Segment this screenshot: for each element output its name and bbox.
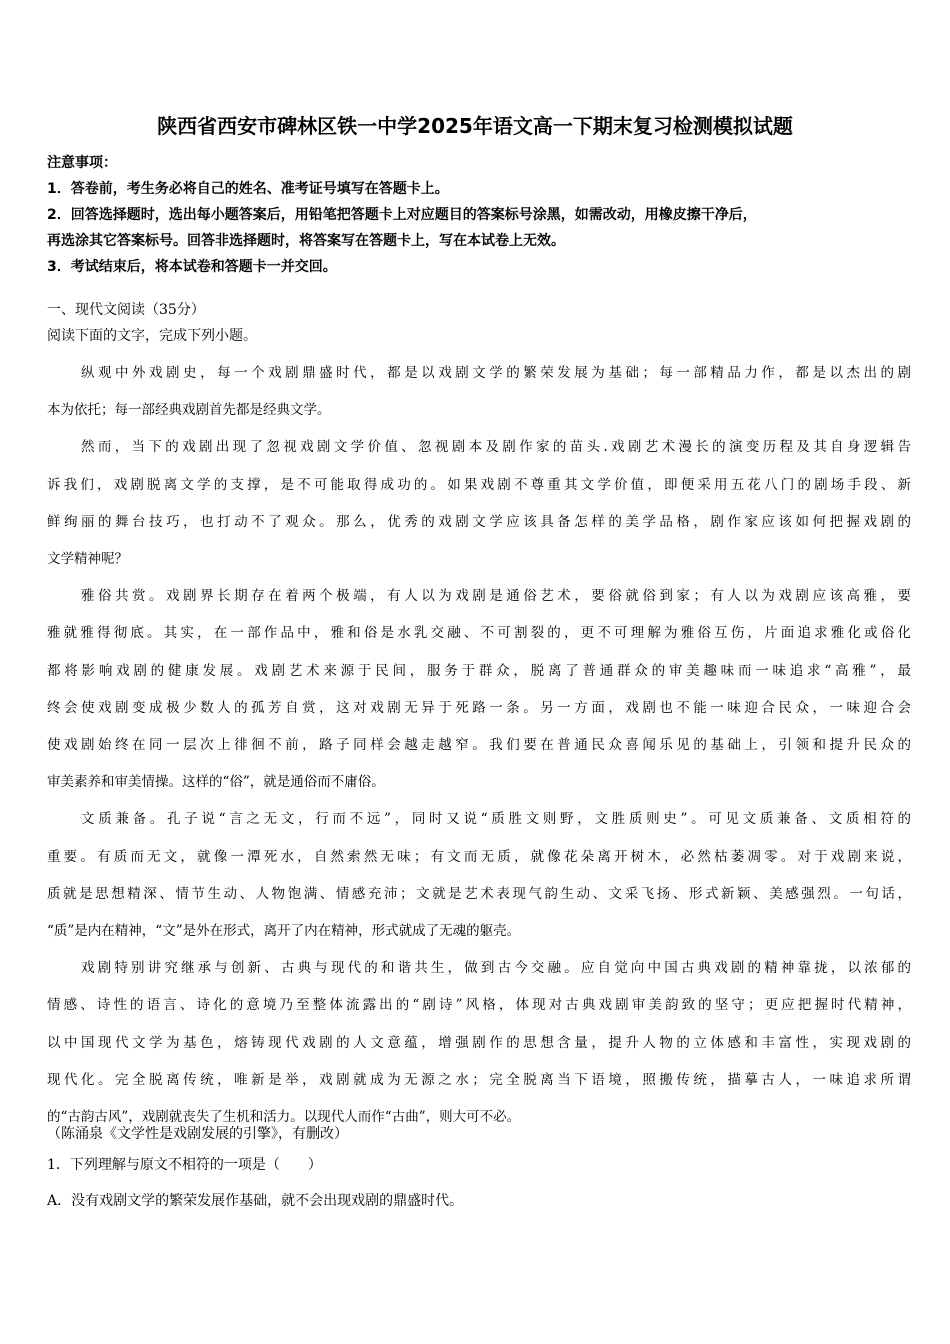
section-heading: 一、现代文阅读（35分） xyxy=(47,302,205,318)
notice-line: 1．答卷前，考生务必将自己的姓名、准考证号填写在答题卡上。 xyxy=(47,181,449,197)
article-paragraph xyxy=(47,950,911,1136)
article-paragraph xyxy=(47,355,911,429)
question-1-stem: 1．下列理解与原文不相符的一项是（ ） xyxy=(47,1157,322,1173)
article-line: 都将影响戏剧的健康发展。戏剧艺术来源于民间，服务于群众，脱离了普通群众的审美趣味而一味追求“高雅”，最 xyxy=(47,662,911,679)
section-instruction: 阅读下面的文字，完成下列小题。 xyxy=(47,328,257,344)
article-line: 戏剧特别讲究继承与创新、古典与现代的和谐共生，做到古今交融。应自觉向中国古典戏剧的精神靠拢，以浓郁的 xyxy=(81,960,911,977)
article-line: 文质兼备。孔子说“言之无文，行而不远”，同时又说“质胜文则野，文胜质则史”。可见文质兼备、文质相符的 xyxy=(81,811,911,828)
article-line: 重要。有质而无文，就像一潭死水，自然索然无味；有文而无质，就像花朵离开树木，必然枯萎凋零。对于戏剧来说， xyxy=(47,848,911,865)
article-line: 纵观中外戏剧史，每一个戏剧鼎盛时代，都是以戏剧文学的繁荣发展为基础；每一部精品力作，都是以杰出的剧 xyxy=(81,365,911,381)
article-paragraph xyxy=(47,429,911,578)
reading-article xyxy=(47,355,911,1136)
article-paragraph xyxy=(47,578,911,801)
article-line: 本为依托；每一部经典戏剧首先都是经典文学。 xyxy=(47,402,331,419)
notice-heading: 注意事项： xyxy=(47,155,117,171)
notice-line: 3．考试结束后，将本试卷和答题卡一并交回。 xyxy=(47,259,337,275)
article-line: 然而，当下的戏剧出现了忽视戏剧文学价值、忽视剧本及剧作家的苗头.戏剧艺术漫长的演变历程及其自身逻辑告 xyxy=(81,439,911,456)
exam-title: 陕西省西安市碑林区铁一中学2025年语文高一下期末复习检测模拟试题 xyxy=(157,114,793,138)
article-line: 诉我们，戏剧脱离文学的支撑，是不可能取得成功的。如果戏剧不尊重其文学价值，即便采用五花八门的剧场手段、新 xyxy=(47,476,911,493)
notice-block xyxy=(47,150,917,280)
article-line: “质”是内在精神，“文”是外在形式，离开了内在精神，形式就成了无魂的躯壳。 xyxy=(47,923,521,940)
article-line: 雅俗共赏。戏剧界长期存在着两个极端，有人以为戏剧是通俗艺术，要俗就俗到家；有人以为戏剧应该高雅，要 xyxy=(81,588,911,605)
article-line: 使戏剧始终在同一层次上徘徊不前，路子同样会越走越窄。我们要在普通民众喜闻乐见的基础上，引领和提升民众的 xyxy=(47,737,911,754)
article-paragraph xyxy=(47,801,911,950)
article-line: 鲜绚丽的舞台技巧，也打动不了观众。那么，优秀的戏剧文学应该具备怎样的美学品格，剧作家应该如何把握戏剧的 xyxy=(47,513,911,530)
article-line: 雅就雅得彻底。其实，在一部作品中，雅和俗是水乳交融、不可割裂的，更不可理解为雅俗互伤，片面追求雅化或俗化 xyxy=(47,625,911,642)
article-line: 的“古韵古风”，戏剧就丧失了生机和活力。以现代人而作“古曲”，则大可不必。 xyxy=(47,1109,521,1126)
article-line: 以中国现代文学为基色，熔铸现代戏剧的人文意蕴，增强剧作的思想含量，提升人物的立体感和丰富性，实现戏剧的 xyxy=(47,1034,911,1051)
article-source: （陈涌泉《文学性是戏剧发展的引擎》，有删改） xyxy=(47,1126,348,1142)
question-1-option-a: A．没有戏剧文学的繁荣发展作基础，就不会出现戏剧的鼎盛时代。 xyxy=(47,1193,464,1209)
article-line: 终会使戏剧变成极少数人的孤芳自赏，这对戏剧无异于死路一条。另一方面，戏剧也不能一味迎合民众，一味迎合会 xyxy=(47,699,911,716)
article-line: 审美素养和审美情操。这样的“俗”，就是通俗而不庸俗。 xyxy=(47,774,385,791)
article-line: 现代化。完全脱离传统，唯新是举，戏剧就成为无源之水；完全脱离当下语境，照搬传统，描摹古人，一味追求所谓 xyxy=(47,1071,911,1088)
notice-line: 2．回答选择题时，选出每小题答案后，用铅笔把答题卡上对应题目的答案标号涂黑，如需改动，用橡皮擦干净后， xyxy=(47,207,757,223)
notice-line: 再选涂其它答案标号。回答非选择题时，将答案写在答题卡上，写在本试卷上无效。 xyxy=(47,233,565,249)
article-line: 情感、诗性的语言、诗化的意境乃至整体流露出的“剧诗”风格，体现对古典戏剧审美韵致的坚守；更应把握时代精神， xyxy=(47,997,911,1014)
article-line: 质就是思想精深、情节生动、人物饱满、情感充沛；文就是艺术表现气韵生动、文采飞扬、形式新颖、美感强烈。一句话， xyxy=(47,885,911,902)
article-line: 文学精神呢？ xyxy=(47,551,128,568)
